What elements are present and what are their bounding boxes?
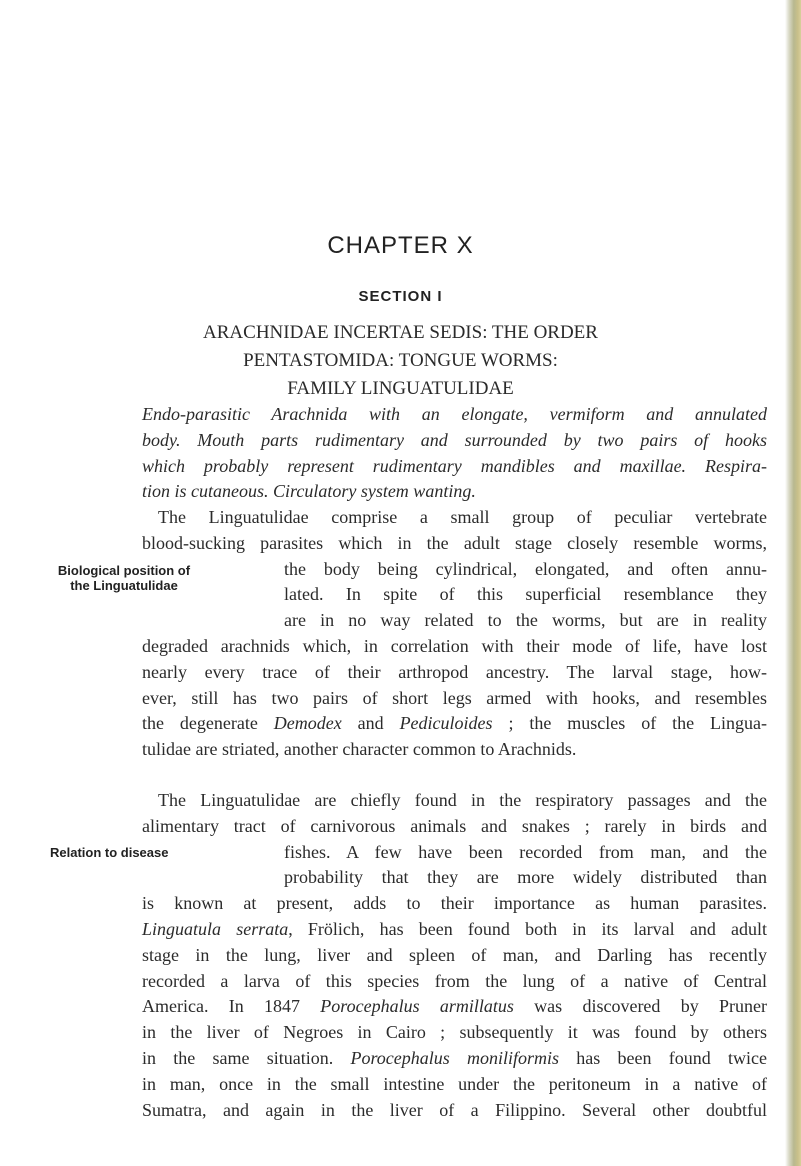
body-line: in man, once in the small intestine under the peritoneum in a native of: [142, 1073, 767, 1094]
body-line: tulidae are striated, another character common to Arachnids.: [142, 739, 577, 760]
body-line: degraded arachnids which, in correlation with their mode of life, have lost: [142, 635, 767, 656]
body-line: The Linguatulidae are chiefly found in the respiratory passages and the: [158, 790, 767, 810]
title-line: ARACHNIDAE INCERTAE SEDIS: THE ORDER: [203, 322, 598, 343]
body-line: lated. In spite of this superficial resemblance they: [284, 584, 767, 605]
abstract-line: Endo-parasitic Arachnida with an elongate, vermiform and annulated: [142, 404, 767, 424]
text-run: , Frölich, has been found both in its larval and adult: [288, 918, 767, 939]
body-line: blood-sucking parasites which in the adult stage closely resemble worms,: [142, 532, 767, 553]
genus-name: Pediculoides: [399, 713, 493, 734]
species-name: Linguatula serrata: [142, 918, 289, 939]
body-line: ever, still has two pairs of short legs armed with hooks, and resembles: [142, 687, 767, 708]
body-line: Sumatra, and again in the liver of a Filippino. Several other doubtful: [142, 1099, 767, 1120]
species-name: Porocephalus armillatus: [320, 996, 514, 1017]
paragraph-distribution: [142, 788, 767, 1123]
text-run: and: [341, 713, 400, 734]
genus-name: Demodex: [273, 713, 342, 734]
body-line: recorded a larva of this species from the lung of a native of Central: [142, 970, 767, 991]
body-line: [142, 994, 767, 1020]
body-line: alimentary tract of carnivorous animals and snakes ; rarely in birds and: [142, 815, 767, 836]
chapter-heading: CHAPTER X: [327, 232, 474, 259]
body-line: stage in the lung, liver and spleen of man, and Darling has recently: [142, 944, 767, 965]
title-line: FAMILY LINGUATULIDAE: [287, 378, 514, 399]
margin-note-relation-to-disease: Relation to disease: [50, 845, 169, 860]
abstract-line: tion is cutaneous. Circulatory system wanting.: [142, 481, 476, 502]
abstract-line: which probably represent rudimentary mandibles and maxillae. Respira-: [142, 455, 767, 476]
text-run: America. In 1847: [142, 996, 321, 1017]
text-run: was discovered by Pruner: [513, 996, 767, 1017]
body-line: The Linguatulidae comprise a small group of peculiar vertebrate: [158, 507, 767, 527]
text-run: in the same situation.: [142, 1047, 351, 1068]
abstract-line: body. Mouth parts rudimentary and surrounded by two pairs of hooks: [142, 429, 767, 450]
text-run: the degenerate: [142, 713, 274, 734]
body-line: nearly every trace of their arthropod ancestry. The larval stage, how-: [142, 661, 767, 682]
text-run: ; the muscles of the Lingua-: [492, 713, 767, 734]
body-line: [142, 711, 767, 737]
species-name: Porocephalus moniliformis: [350, 1047, 560, 1068]
text-run: has been found twice: [559, 1047, 767, 1068]
body-line: [142, 917, 767, 943]
body-line: is known at present, adds to their importance as human parasites.: [142, 893, 767, 914]
page-edge-shadow: [785, 0, 801, 1166]
body-line: fishes. A few have been recorded from man, and the: [284, 841, 767, 862]
margin-note-line: Biological position of: [57, 563, 191, 578]
body-line: are in no way related to the worms, but are in reality: [284, 610, 767, 631]
section-heading: SECTION I: [358, 288, 443, 305]
body-line: probability that they are more widely distributed than: [284, 867, 767, 888]
paragraph-linguatulidae-description: [142, 505, 767, 763]
section-title: [0, 319, 801, 403]
body-line: the body being cylindrical, elongated, and often annu-: [284, 558, 767, 579]
title-line: PENTASTOMIDA: TONGUE WORMS:: [243, 350, 558, 371]
abstract-paragraph: [142, 402, 767, 505]
body-line: in the liver of Negroes in Cairo ; subsequently it was found by others: [142, 1022, 767, 1043]
margin-note-line: the Linguatulidae: [70, 578, 178, 593]
body-line: [142, 1046, 767, 1072]
